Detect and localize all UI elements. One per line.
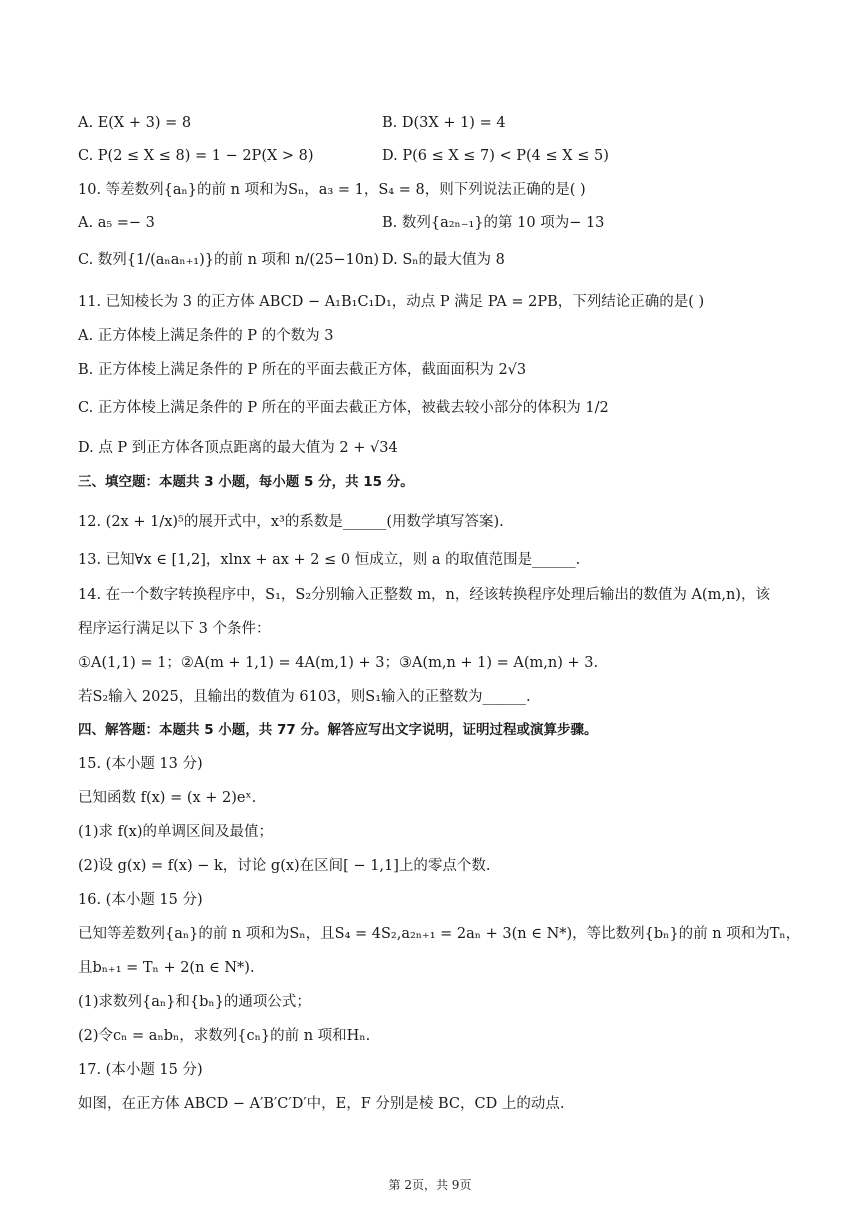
q9-option-d: D. P(6 ≤ X ≤ 7) < P(4 ≤ X ≤ 5) — [382, 148, 609, 164]
q11-option-a: A. 正方体棱上满足条件的 P 的个数为 3 — [78, 328, 334, 344]
q17-given: 如图，在正方体 ABCD − A′B′C′D′中，E，F 分别是棱 BC，CD 上的动点. — [78, 1096, 565, 1112]
q13-stem: 13. 已知∀x ∈ [1,2]，xlnx + ax + 2 ≤ 0 恒成立，则 a 的取值范围是______. — [78, 552, 581, 568]
q16-part2: (2)令cₙ = aₙbₙ，求数列{cₙ}的前 n 项和Hₙ. — [78, 1028, 371, 1044]
q14-conditions: ①A(1,1) = 1；②A(m + 1,1) = 4A(m,1) + 3；③A(m,n + 1) = A(m,n) + 3. — [78, 655, 599, 671]
q9-option-a: A. E(X + 3) = 8 — [78, 115, 192, 131]
q16-given-line1: 已知等差数列{aₙ}的前 n 项和为Sₙ，且S₄ = 4S₂,a₂ₙ₊₁ = 2aₙ + 3(n ∈ N*)，等比数列{bₙ}的前 n 项和为Tₙ， — [78, 926, 801, 942]
page-footer: 第 2页，共 9页 — [388, 1178, 472, 1192]
q10-option-d: D. Sₙ的最大值为 8 — [382, 252, 505, 268]
q10-option-a: A. a₅ =− 3 — [78, 215, 155, 231]
q16-header: 16. (本小题 15 分) — [78, 892, 203, 908]
q11-stem: 11. 已知棱长为 3 的正方体 ABCD − A₁B₁C₁D₁，动点 P 满足 PA = 2PB，下列结论正确的是( ) — [78, 294, 705, 310]
q15-part1: (1)求 f(x)的单调区间及最值； — [78, 824, 274, 840]
q10-stem: 10. 等差数列{aₙ}的前 n 项和为Sₙ，a₃ = 1，S₄ = 8，则下列说法正确的是( ) — [78, 182, 586, 198]
q15-part2: (2)设 g(x) = f(x) − k，讨论 g(x)在区间[ − 1,1]上的零点个数. — [78, 858, 491, 874]
q15-header: 15. (本小题 13 分) — [78, 756, 203, 772]
q14-stem-line1: 14. 在一个数字转换程序中，S₁，S₂分别输入正整数 m，n，经该转换程序处理后输出的数值为 A(m,n)，该 — [78, 587, 770, 603]
q15-given: 已知函数 f(x) = (x + 2)eˣ. — [78, 790, 257, 806]
q11-option-b: B. 正方体棱上满足条件的 P 所在的平面去截正方体，截面面积为 2√3 — [78, 362, 527, 378]
q9-option-b: B. D(3X + 1) = 4 — [382, 115, 506, 131]
section-solution-heading: 四、解答题：本题共 5 小题，共 77 分。解答应写出文字说明，证明过程或演算步骤。 — [78, 722, 598, 738]
q10-option-b: B. 数列{a₂ₙ₋₁}的第 10 项为− 13 — [382, 215, 605, 231]
q9-option-c: C. P(2 ≤ X ≤ 8) = 1 − 2P(X > 8) — [78, 148, 314, 164]
q16-given-line2: 且bₙ₊₁ = Tₙ + 2(n ∈ N*). — [78, 960, 255, 976]
q10-option-c: C. 数列{1/(aₙaₙ₊₁)}的前 n 项和 n/(25−10n) — [78, 252, 380, 268]
q17-header: 17. (本小题 15 分) — [78, 1062, 203, 1078]
q16-part1: (1)求数列{aₙ}和{bₙ}的通项公式； — [78, 994, 311, 1010]
q11-option-c: C. 正方体棱上满足条件的 P 所在的平面去截正方体，被截去较小部分的体积为 1/2 — [78, 400, 609, 416]
q14-question: 若S₂输入 2025，且输出的数值为 6103，则S₁输入的正整数为______. — [78, 689, 531, 705]
q14-stem-line2: 程序运行满足以下 3 个条件： — [78, 621, 271, 637]
q11-option-d: D. 点 P 到正方体各顶点距离的最大值为 2 + √34 — [78, 440, 398, 456]
q12-stem: 12. (2x + 1/x)⁵的展开式中，x³的系数是______(用数学填写答案). — [78, 514, 504, 530]
section-fill-in-heading: 三、填空题：本题共 3 小题，每小题 5 分，共 15 分。 — [78, 474, 414, 490]
